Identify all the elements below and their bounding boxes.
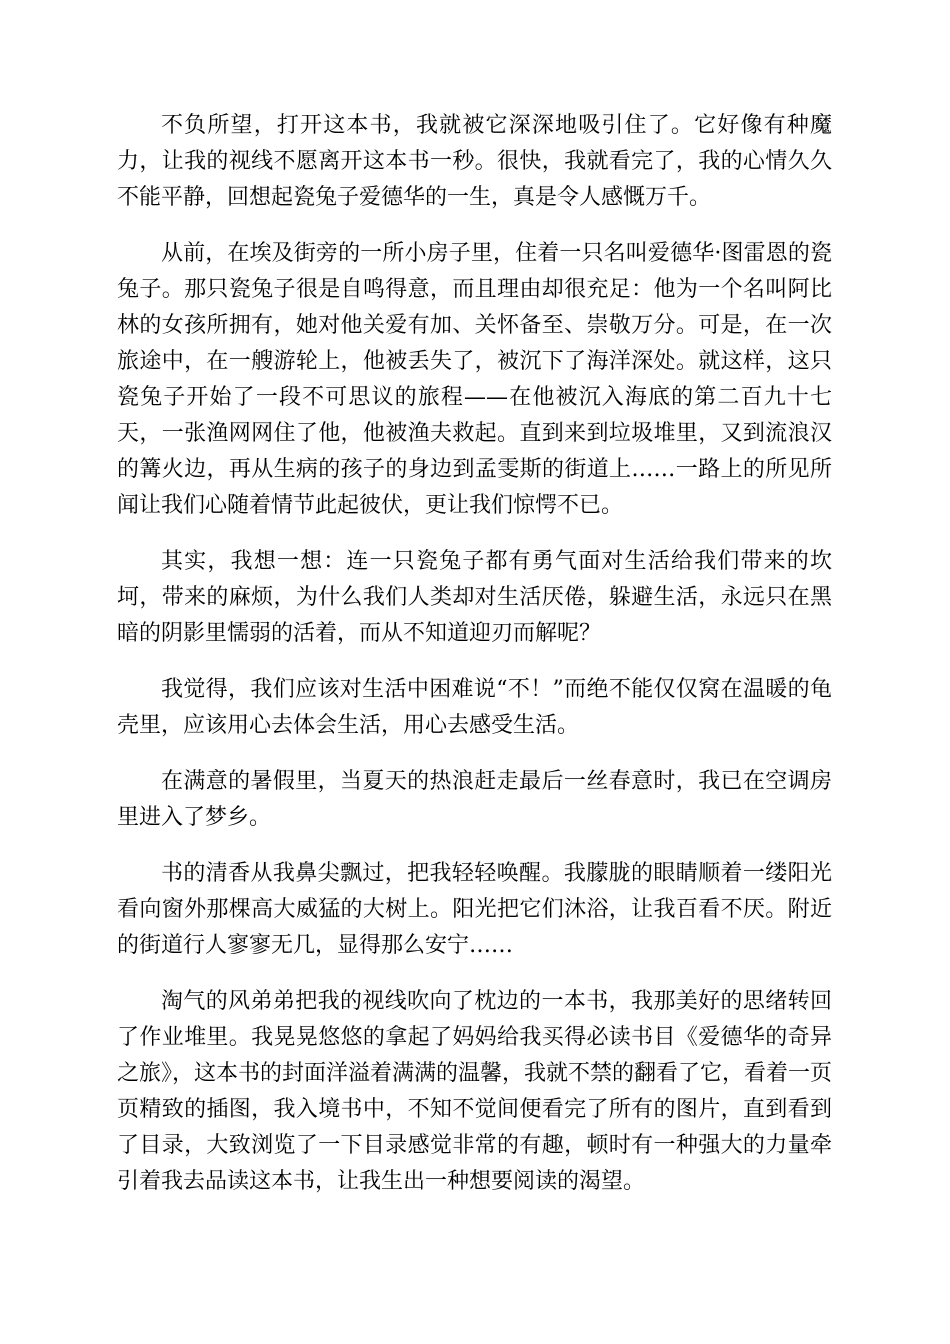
paragraph: 淘气的风弟弟把我的视线吹向了枕边的一本书，我那美好的思绪转回了作业堆里。我晃晃悠悠的拿起了妈妈给我买得必读书目《爱德华的奇异之旅》，这本书的封面洋溢着满满的温馨，我就不禁的翻看了它，看着一页页精致的插图，我入境书中，不知不觉间便看完了所有的图片，直到看到了目录，大致浏览了一下目录感觉非常的有趣，顿时有一种强大的力量牵引着我去品读这本书，让我生出一种想要阅读的渴望。 <box>117 989 833 1194</box>
paragraph: 从前，在埃及街旁的一所小房子里，住着一只名叫爱德华·图雷恩的瓷兔子。那只瓷兔子很是自鸣得意，而且理由却很充足：他为一个名叫阿比林的女孩所拥有，她对他关爱有加、关怀备至、崇敬万分。可是，在一次旅途中，在一艘游轮上，他被丢失了，被沉下了海洋深处。就这样，这只瓷兔子开始了一段不可思议的旅程——在他被沉入海底的第二百九十七天，一张渔网网住了他，他被渔夫救起。直到来到垃圾堆里，又到流浪汉的篝火边，再从生病的孩子的身边到孟雯斯的街道上……一路上的所见所闻让我们心随着情节此起彼伏，更让我们惊愕不已。 <box>117 241 832 518</box>
paragraph: 其实，我想一想：连一只瓷兔子都有勇气面对生活给我们带来的坎坷，带来的麻烦，为什么我们人类却对生活厌倦，躲避生活，永远只在黑暗的阴影里懦弱的活着，而从不知道迎刃而解呢？ <box>117 549 832 646</box>
paragraph: 书的清香从我鼻尖飘过，把我轻轻唤醒。我朦胧的眼睛顺着一缕阳光看向窗外那棵高大威猛的大树上。阳光把它们沐浴，让我百看不厌。附近的街道行人寥寥无几，显得那么安宁…… <box>117 861 832 958</box>
paragraph: 不负所望，打开这本书，我就被它深深地吸引住了。它好像有种魔力，让我的视线不愿离开这本书一秒。很快，我就看完了，我的心情久久不能平静，回想起瓷兔子爱德华的一生，真是令人感慨万千。 <box>117 113 832 210</box>
paragraph: 在满意的暑假里，当夏天的热浪赶走最后一丝春意时，我已在空调房里进入了梦乡。 <box>117 769 832 830</box>
document-body <box>117 108 832 1220</box>
paragraph: 我觉得，我们应该对生活中困难说“不！”而绝不能仅仅窝在温暖的龟壳里，应该用心去体会生活，用心去感受生活。 <box>117 677 832 738</box>
